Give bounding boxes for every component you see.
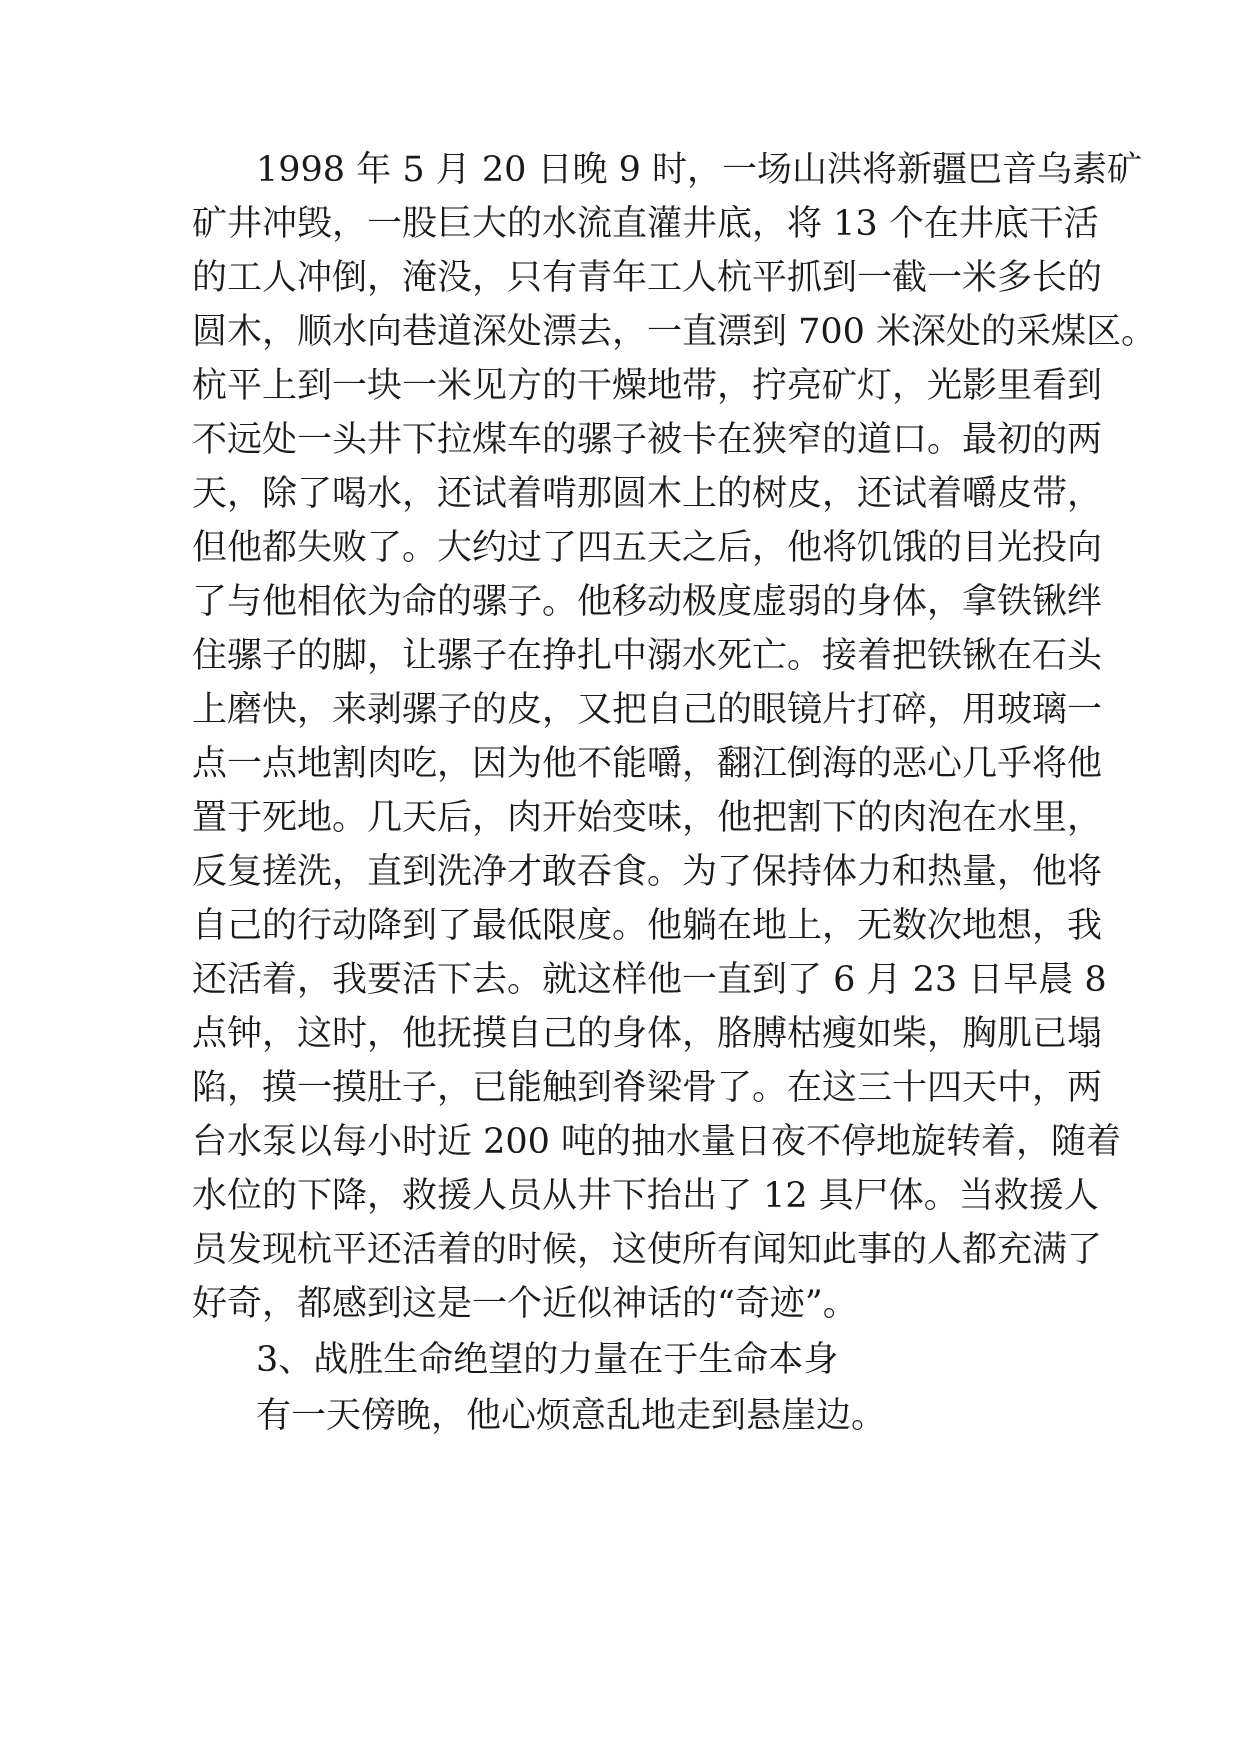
paragraph-line: 天，除了喝水，还试着啃那圆木上的树皮，还试着嚼皮带， (192, 474, 1103, 514)
paragraph-line: 点一点地割肉吃，因为他不能嚼，翻江倒海的恶心几乎将他 (192, 744, 1103, 784)
paragraph-line: 置于死地。几天后，肉开始变味，他把割下的肉泡在水里， (192, 798, 1103, 838)
paragraph-line: 自己的行动降到了最低限度。他躺在地上，无数次地想，我 (192, 906, 1103, 946)
paragraph-line: 圆木，顺水向巷道深处漂去，一直漂到 700 米深处的采煤区。 (192, 312, 1157, 352)
paragraph-line: 1998 年 5 月 20 日晚 9 时，一场山洪将新疆巴音乌素矿 (256, 150, 1143, 190)
paragraph-line: 住骡子的脚，让骡子在挣扎中溺水死亡。接着把铁锹在石头 (192, 636, 1103, 676)
paragraph-line: 的工人冲倒，淹没，只有青年工人杭平抓到一截一米多长的 (192, 258, 1103, 298)
paragraph-line: 反复搓洗，直到洗净才敢吞食。为了保持体力和热量，他将 (192, 852, 1103, 892)
paragraph-line: 杭平上到一块一米见方的干燥地带，拧亮矿灯，光影里看到 (192, 366, 1103, 406)
paragraph-line: 陷，摸一摸肚子，已能触到脊梁骨了。在这三十四天中，两 (192, 1068, 1103, 1108)
paragraph-line: 台水泵以每小时近 200 吨的抽水量日夜不停地旋转着，随着 (192, 1122, 1122, 1162)
paragraph-line: 矿井冲毁，一股巨大的水流直灌井底，将 13 个在井底干活 (192, 204, 1099, 244)
paragraph-line: 员发现杭平还活着的时候，这使所有闻知此事的人都充满了 (192, 1230, 1103, 1270)
paragraph-line: 了与他相依为命的骡子。他移动极度虚弱的身体，拿铁锹绊 (192, 582, 1103, 622)
paragraph-line: 好奇，都感到这是一个近似神话的“奇迹”。 (192, 1284, 858, 1324)
paragraph-line: 有一天傍晚，他心烦意乱地走到悬崖边。 (256, 1396, 887, 1436)
paragraph-line: 不远处一头井下拉煤车的骡子被卡在狭窄的道口。最初的两 (192, 420, 1103, 460)
paragraph-line: 水位的下降，救援人员从井下抬出了 12 具尸体。当救援人 (192, 1176, 1099, 1216)
section-heading: 3、战胜生命绝望的力量在于生命本身 (256, 1340, 839, 1380)
paragraph-line: 点钟，这时，他抚摸自己的身体，胳膊枯瘦如柴，胸肌已塌 (192, 1014, 1103, 1054)
paragraph-line: 还活着，我要活下去。就这样他一直到了 6 月 23 日早晨 8 (192, 960, 1107, 1000)
paragraph-line: 上磨快，来剥骡子的皮，又把自己的眼镜片打碎，用玻璃一 (192, 690, 1103, 730)
paragraph-line: 但他都失败了。大约过了四五天之后，他将饥饿的目光投向 (192, 528, 1103, 568)
